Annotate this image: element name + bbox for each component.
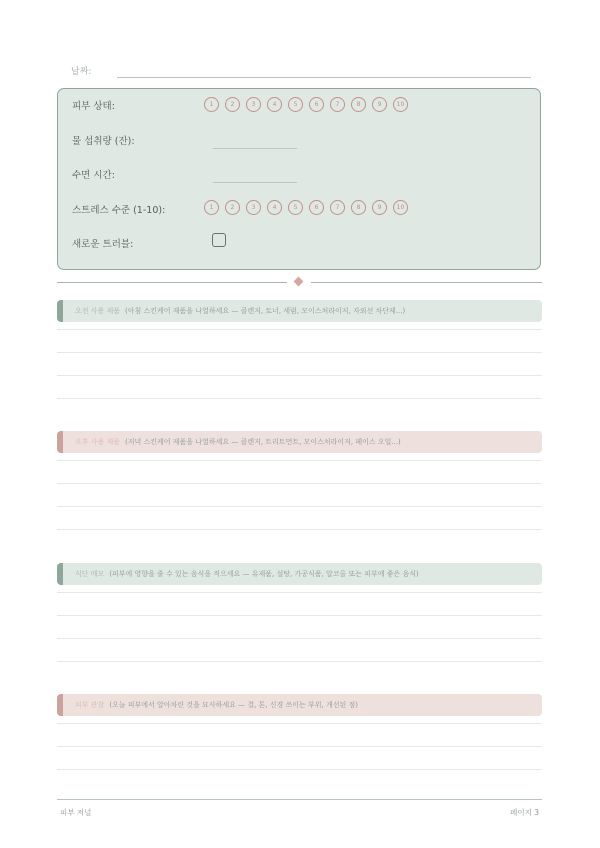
footer-divider — [57, 799, 542, 800]
section-title: 피부 관찰 — [75, 701, 105, 709]
rating-circle[interactable]: 6 — [309, 97, 324, 112]
rating-circle[interactable]: 1 — [204, 97, 219, 112]
rating-circle[interactable]: 8 — [351, 97, 366, 112]
water-input-line[interactable] — [213, 148, 297, 149]
writing-line[interactable] — [57, 723, 542, 724]
writing-line[interactable] — [57, 398, 542, 399]
section-hint: (아침 스킨케어 제품을 나열하세요 — 클렌저, 토너, 세럼, 모이스처라이저, 자외선 차단제...) — [125, 307, 406, 315]
section-hint: (저녁 스킨케어 제품을 나열하세요 — 클렌저, 트리트먼트, 모이스처라이저, 페이스 오일...) — [125, 438, 401, 446]
skin-state-scale — [204, 97, 408, 112]
writing-line[interactable] — [57, 506, 542, 507]
stress-scale — [204, 200, 408, 215]
rating-circle[interactable]: 10 — [393, 200, 408, 215]
rating-circle[interactable]: 10 — [393, 97, 408, 112]
writing-line[interactable] — [57, 592, 542, 593]
rating-circle[interactable]: 5 — [288, 200, 303, 215]
writing-line[interactable] — [57, 460, 542, 461]
rating-circle[interactable]: 4 — [267, 97, 282, 112]
section-header-am-products — [57, 300, 542, 322]
section-title: 오전 사용 제품 — [75, 307, 121, 315]
rating-circle[interactable]: 1 — [204, 200, 219, 215]
writing-line[interactable] — [57, 483, 542, 484]
writing-line[interactable] — [57, 352, 542, 353]
rating-circle[interactable]: 2 — [225, 97, 240, 112]
writing-line[interactable] — [57, 529, 542, 530]
divider-diamond-icon — [294, 277, 304, 287]
skin-state-label: 피부 상태: — [72, 101, 115, 112]
section-accent-bar — [57, 563, 63, 585]
footer-page-number: 페이지 3 — [510, 808, 539, 817]
breakout-checkbox[interactable] — [212, 233, 226, 247]
daily-tracker-panel — [57, 88, 541, 270]
section-header-pm-products — [57, 431, 542, 453]
sleep-input-line[interactable] — [213, 182, 297, 183]
rating-circle[interactable]: 3 — [246, 97, 261, 112]
divider-right — [311, 282, 542, 283]
section-hint: (피부에 영향을 줄 수 있는 음식을 적으세요 — 유제품, 설탕, 가공식품, 알코올 또는 피부에 좋은 음식) — [109, 570, 419, 578]
writing-line[interactable] — [57, 375, 542, 376]
writing-line[interactable] — [57, 638, 542, 639]
rating-circle[interactable]: 3 — [246, 200, 261, 215]
stress-label: 스트레스 수준 (1-10): — [72, 205, 166, 216]
rating-circle[interactable]: 9 — [372, 97, 387, 112]
section-accent-bar — [57, 300, 63, 322]
breakout-label: 새로운 트러블: — [72, 239, 134, 250]
section-title: 식단 메모 — [75, 570, 105, 578]
rating-circle[interactable]: 8 — [351, 200, 366, 215]
water-label: 물 섭취량 (잔): — [72, 136, 135, 147]
writing-line[interactable] — [57, 615, 542, 616]
section-header-diet-notes — [57, 563, 542, 585]
rating-circle[interactable]: 5 — [288, 97, 303, 112]
footer-journal-title: 피부 저널 — [60, 808, 92, 817]
sleep-label: 수면 시간: — [72, 170, 115, 181]
section-hint: (오늘 피부에서 알아차린 것을 묘사하세요 — 결, 톤, 신경 쓰이는 부위, 개선된 점) — [109, 701, 358, 709]
rating-circle[interactable]: 7 — [330, 200, 345, 215]
writing-line[interactable] — [57, 661, 542, 662]
writing-line[interactable] — [57, 746, 542, 747]
section-accent-bar — [57, 694, 63, 716]
writing-line[interactable] — [57, 769, 542, 770]
writing-line[interactable] — [57, 329, 542, 330]
rating-circle[interactable]: 4 — [267, 200, 282, 215]
divider-left — [57, 282, 287, 283]
rating-circle[interactable]: 6 — [309, 200, 324, 215]
section-title: 오후 사용 제품 — [75, 438, 121, 446]
date-input-line[interactable] — [117, 77, 531, 78]
rating-circle[interactable]: 7 — [330, 97, 345, 112]
section-accent-bar — [57, 431, 63, 453]
rating-circle[interactable]: 2 — [225, 200, 240, 215]
rating-circle[interactable]: 9 — [372, 200, 387, 215]
section-header-skin-observation — [57, 694, 542, 716]
date-label: 날짜: — [71, 67, 92, 77]
